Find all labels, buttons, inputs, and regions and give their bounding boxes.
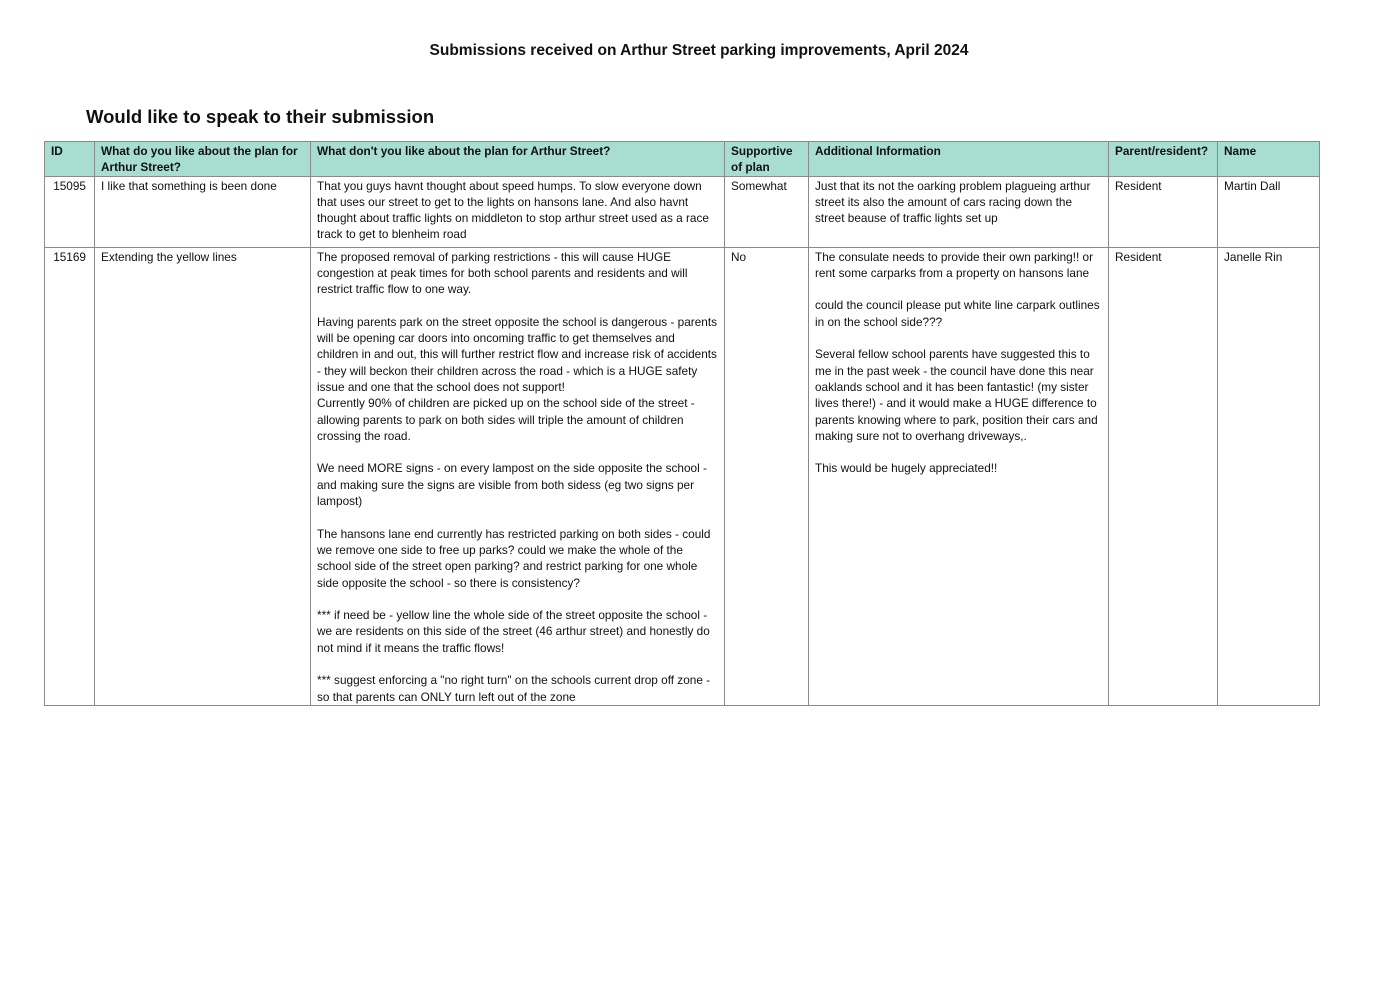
header-dislike: What don't you like about the plan for Arthur Street? [311, 142, 725, 177]
section-heading: Would like to speak to their submission [86, 106, 435, 127]
cell-additional-text: The consulate needs to provide their own parking!! or rent some carparks from a property on hansons lane could the council please put white line carpark outlines in on the school side??? Several fellow school parents have suggested this to me in the past week - the council have done this near oaklands school and it has been fantastic! (my sister lives there!) - and it would make a HUGE difference to parents knowing where to park, position their cars and making sure not to overhang driveways,. This would be hugely appreciated!! [815, 249, 1100, 476]
cell-dislike-text: The proposed removal of parking restrictions - this will cause HUGE congestion at peak times for both school parents and residents and will restrict traffic flow to one way. Having parents park on the street opposite the school is dangerous - parents will be opening car doors into oncoming traffic to get themselves and children in and out, this will further restrict flow and increase risk of accidents - they will beckon their children across the road - which is a HUGE safety issue and one that the school does not support! Currently 90% of children are picked up on the school side of the street - allowing parents to park on both sides will triple the amount of children crossing the road. We need MORE signs - on every lampost on the side opposite the school - and making sure the signs are visible from both sidess (eg two signs per lampost) The hansons lane end currently has restricted parking on both sides - could we remove one side to free up parks? could we make the whole of the school side of the street open parking? and restrict parking for one whole side opposite the school - so there is consistency? *** if need be - yellow line the whole side of the street opposite the school - we are residents on this side of the street (46 arthur street) and honestly do not mind if it means the traffic flows! *** suggest enforcing a "no right turn" on the schools current drop off zone - so that parents can ONLY turn left out of the zone [317, 249, 718, 704]
header-supportive: Supportive of plan [725, 142, 809, 177]
header-like: What do you like about the plan for Arthur Street? [95, 142, 311, 177]
cell-dislike-text: That you guys havnt thought about speed humps. To slow everyone down that uses our street to get to the lights on hansons lane. And also havnt thought about traffic lights on middleton to stop arthur street used as a race track to get to blenheim road [317, 178, 709, 242]
cell-additional [809, 176, 1109, 247]
cell-dislike [311, 247, 725, 705]
cell-additional-text: Just that its not the oarking problem plagueing arthur street its also the amount of cars racing down the street beause of traffic lights set up [815, 178, 1091, 226]
cell-name: Martin Dall [1218, 176, 1320, 247]
cell-supportive: No [725, 247, 809, 705]
table-header-row [45, 142, 1320, 177]
cell-like: Extending the yellow lines [95, 247, 311, 705]
submissions-table [44, 141, 1320, 706]
cell-parent-resident: Resident [1109, 247, 1218, 705]
cell-id: 15169 [45, 247, 95, 705]
header-id: ID [45, 142, 95, 177]
header-additional: Additional Information [809, 142, 1109, 177]
header-parent-resident: Parent/resident? [1109, 142, 1218, 177]
table-row [45, 247, 1320, 705]
cell-parent-resident: Resident [1109, 176, 1218, 247]
cell-id: 15095 [45, 176, 95, 247]
header-name: Name [1218, 142, 1320, 177]
cell-supportive: Somewhat [725, 176, 809, 247]
table-row [45, 176, 1320, 247]
cell-additional [809, 247, 1109, 705]
cell-like: I like that something is been done [95, 176, 311, 247]
document-title: Submissions received on Arthur Street parking improvements, April 2024 [429, 42, 969, 59]
cell-dislike [311, 176, 725, 247]
cell-name: Janelle Rin [1218, 247, 1320, 705]
